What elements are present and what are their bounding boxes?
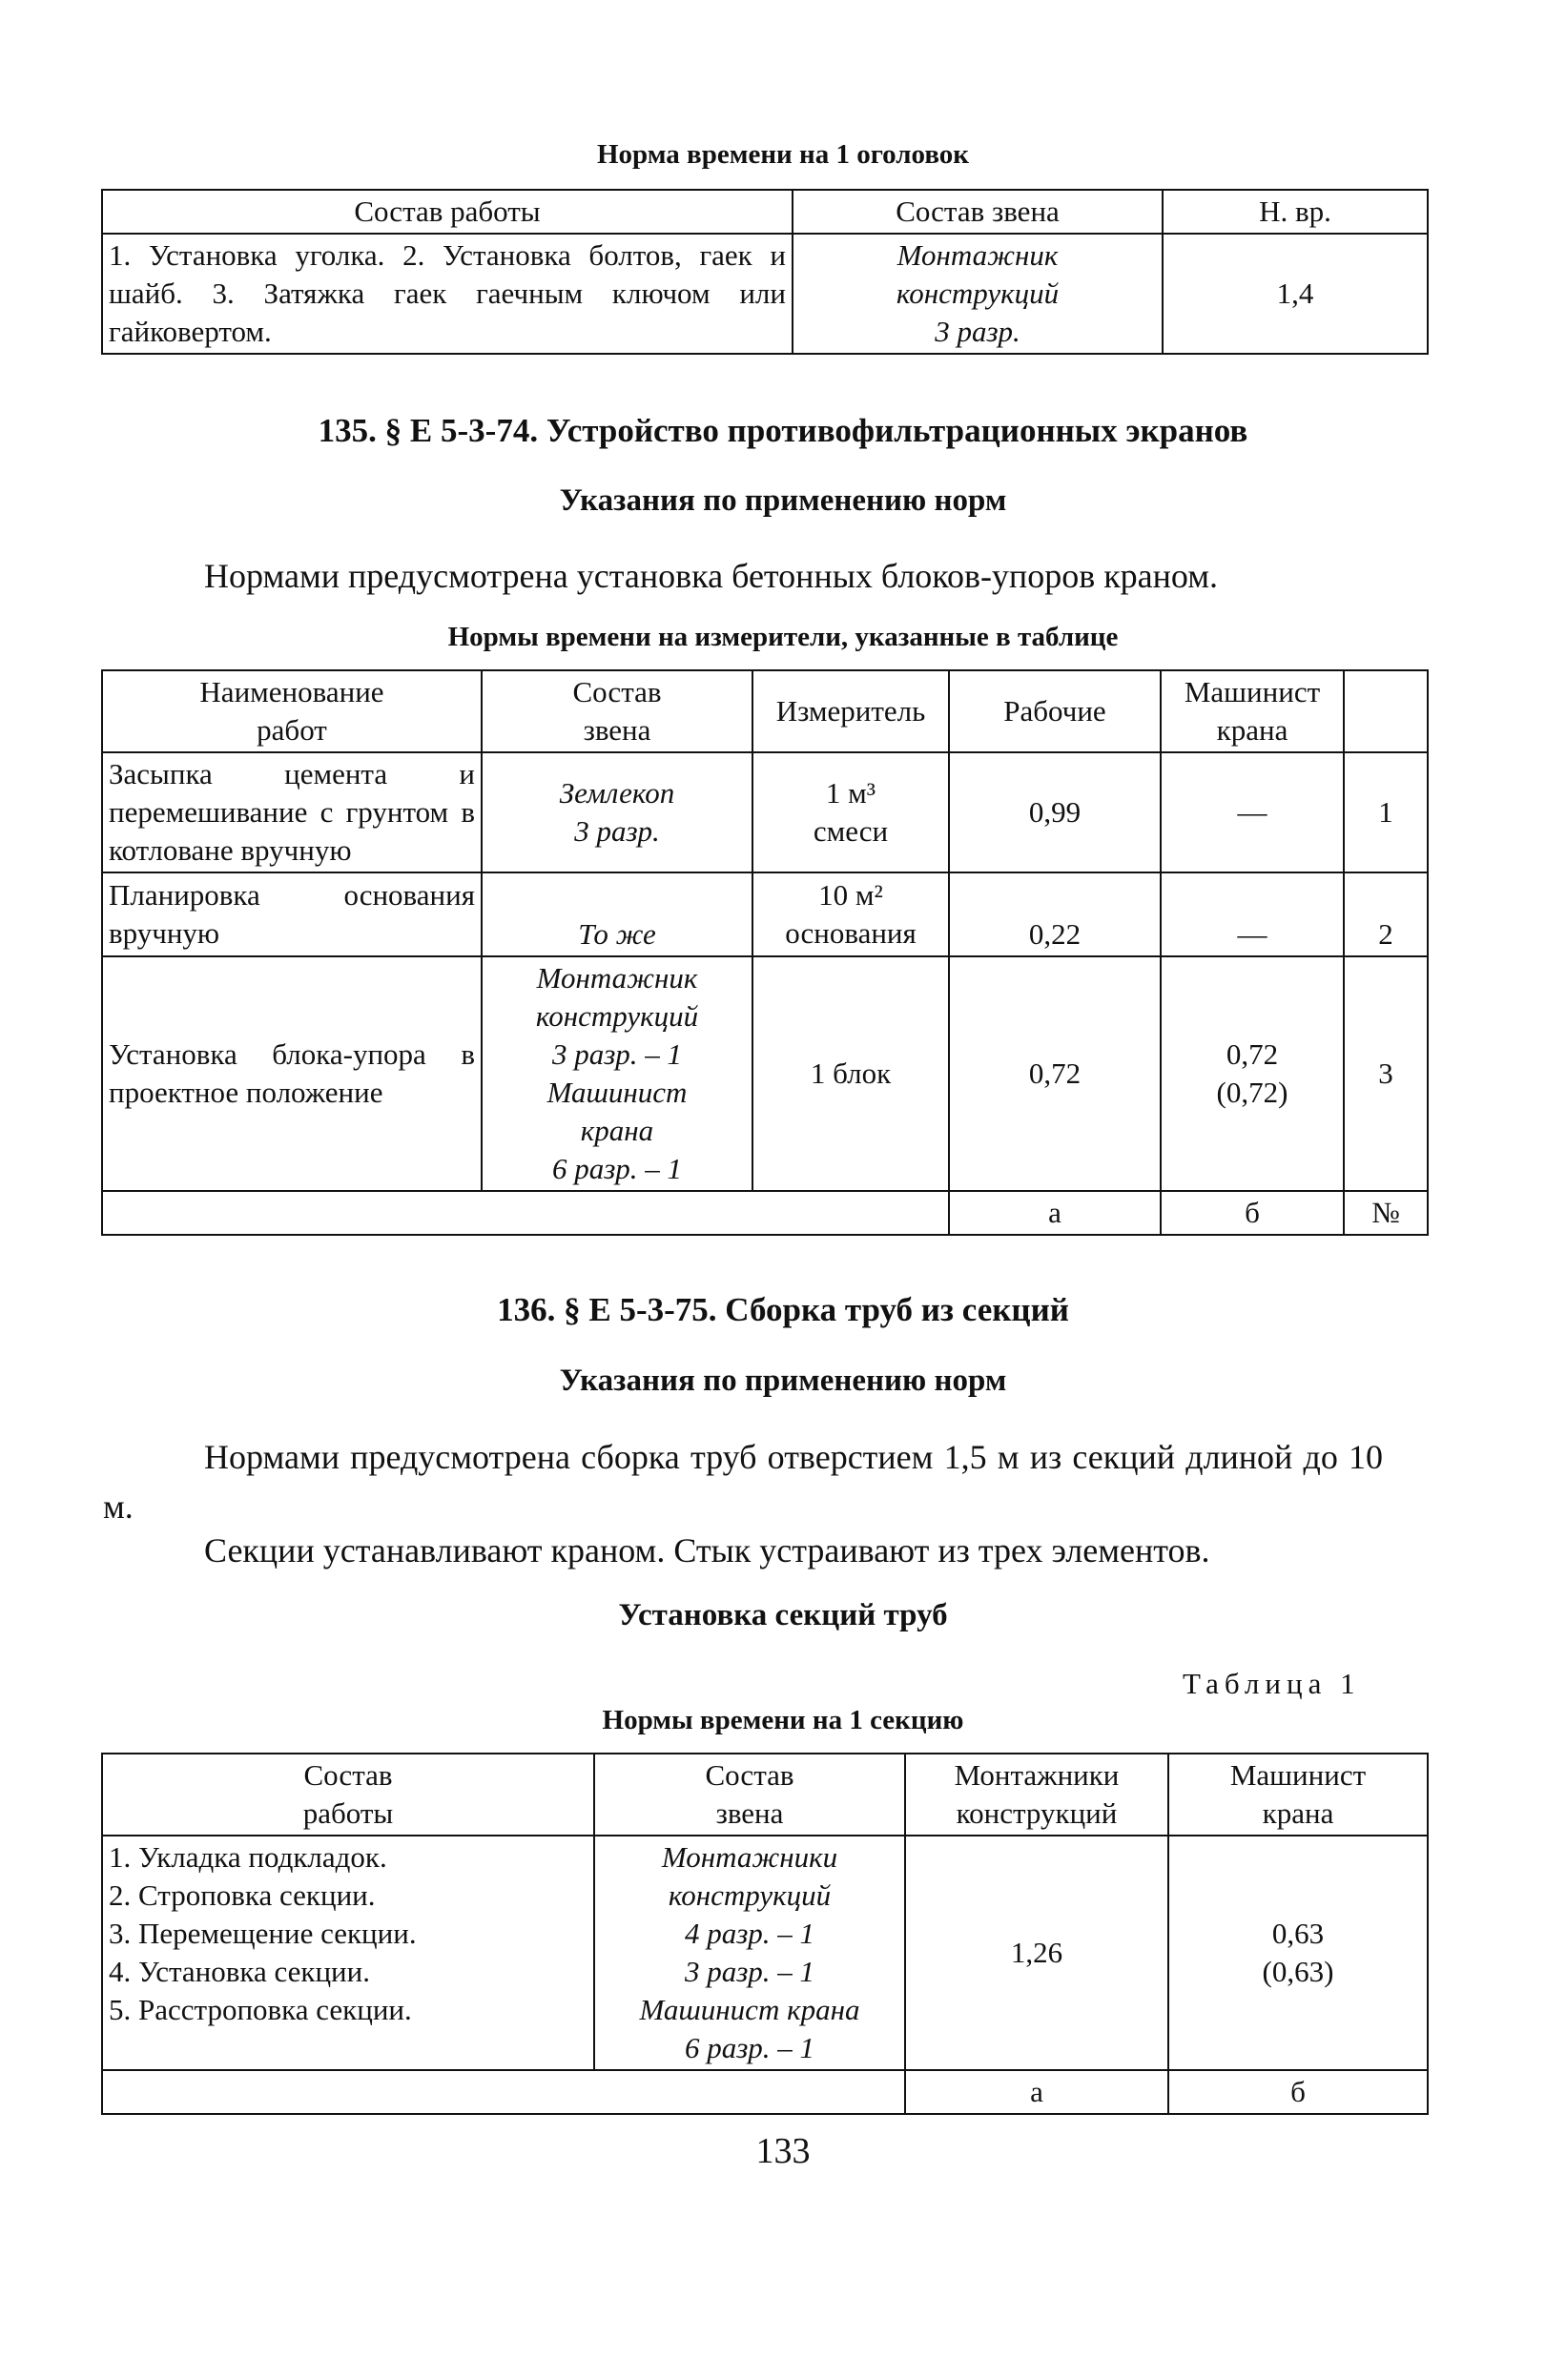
s136-title: 136. § Е 5-3-75. Сборка труб из секций bbox=[497, 1291, 1069, 1328]
t3-crew-line: конструкций bbox=[668, 1878, 832, 1912]
t2-header-operator bbox=[1161, 670, 1344, 752]
t3-operator-line: 0,63 bbox=[1271, 1917, 1325, 1950]
t2-unit-line: основания bbox=[785, 916, 917, 950]
t2-row2-operator: — bbox=[1161, 872, 1344, 956]
t2-row3-work: Установка блока-упора в проектное положение bbox=[102, 956, 482, 1191]
table1 bbox=[101, 189, 1429, 355]
t2-crew-line: 3 разр. – 1 bbox=[551, 1037, 683, 1071]
t2-row2-workers: 0,22 bbox=[949, 872, 1161, 956]
t1-crew-line: Монтажник bbox=[896, 238, 1059, 272]
t2-operator-line: 0,72 bbox=[1226, 1037, 1279, 1071]
t3-header-fitters bbox=[905, 1754, 1168, 1836]
t3-fitters-cell: 1,26 bbox=[905, 1836, 1168, 2070]
s136-text1: Нормами предусмотрена сборка труб отверстием 1,5 м из секций длиной до 10 м. bbox=[103, 1438, 1383, 1526]
page-number: 133 bbox=[755, 2131, 811, 2171]
t3-header-crew-line: Состав bbox=[705, 1758, 794, 1792]
t2-header-workers: Рабочие bbox=[949, 670, 1161, 752]
t3-operator-cell bbox=[1168, 1836, 1428, 2070]
t2-operator-line: (0,72) bbox=[1216, 1076, 1288, 1109]
t2-crew-line: Монтажник bbox=[536, 961, 698, 995]
t3-header-work-line: Состав bbox=[303, 1758, 393, 1792]
t3-crew-line: Монтажники bbox=[661, 1840, 838, 1874]
s135-text: Нормами предусмотрена установка бетонных блоков-упоров краном. bbox=[204, 557, 1219, 595]
t2-row2-unit bbox=[752, 872, 949, 956]
s136-subtitle: Указания по применению норм bbox=[559, 1364, 1007, 1398]
t3-header-fitters-line: конструкций bbox=[956, 1796, 1118, 1830]
t3-crew-cell bbox=[594, 1836, 905, 2070]
t2-crew-line: Машинист bbox=[546, 1076, 688, 1109]
t3-header-operator-line: крана bbox=[1262, 1796, 1334, 1830]
t2-row1-crew bbox=[482, 752, 752, 872]
t2-unit-line: 10 м² bbox=[818, 878, 883, 912]
t2-header-crew-line: Состав bbox=[572, 675, 662, 708]
t2-footer-blank bbox=[102, 1191, 949, 1235]
t2-crew-line: 3 разр. bbox=[574, 814, 660, 848]
t2-row3-crew bbox=[482, 956, 752, 1191]
t2-crew-line: 6 разр. – 1 bbox=[551, 1152, 683, 1185]
t3-work-cell bbox=[102, 1836, 594, 2070]
t2-row1-workers: 0,99 bbox=[949, 752, 1161, 872]
t3-header-work-line: работы bbox=[302, 1796, 394, 1830]
t3-work-item: 2. Строповка секции. bbox=[109, 1878, 376, 1912]
t2-row3-operator bbox=[1161, 956, 1344, 1191]
t2-header-unit: Измеритель bbox=[752, 670, 949, 752]
t3-header-crew-line: звена bbox=[715, 1796, 784, 1830]
t1-header-crew: Состав звена bbox=[793, 190, 1163, 234]
t3-work-item: 1. Укладка подкладок. bbox=[109, 1840, 387, 1874]
t2-unit-line: смеси bbox=[813, 814, 889, 848]
t2-row2-crew: То же bbox=[482, 872, 752, 956]
t1-header-work: Состав работы bbox=[102, 190, 793, 234]
t2-row2-num: 2 bbox=[1344, 872, 1428, 956]
t2-header-work-line: Наименование bbox=[199, 675, 384, 708]
t1-crew-line: 3 разр. bbox=[935, 315, 1020, 348]
t3-header-operator-line: Машинист bbox=[1229, 1758, 1367, 1792]
t2-row1-work: Засыпка цемента и перемешивание с грунтом в котловане вручную bbox=[102, 752, 482, 872]
s135-caption: Нормы времени на измерители, указанные в таблице bbox=[447, 622, 1119, 652]
t2-header-operator-line: Машинист bbox=[1184, 675, 1321, 708]
table3 bbox=[101, 1753, 1429, 2115]
t1-crew-line: конструкций bbox=[896, 277, 1060, 310]
table2 bbox=[101, 669, 1429, 1236]
t2-header-crew bbox=[482, 670, 752, 752]
t3-crew-line: 6 разр. – 1 bbox=[684, 2031, 815, 2064]
t2-row3-num: 3 bbox=[1344, 956, 1428, 1191]
t2-header-crew-line: звена bbox=[583, 713, 651, 747]
t3-header-operator bbox=[1168, 1754, 1428, 1836]
t2-row2-work: Планировка основания вручную bbox=[102, 872, 482, 956]
t2-crew-line: конструкций bbox=[535, 999, 699, 1033]
t3-operator-line: (0,63) bbox=[1262, 1955, 1334, 1988]
t3-crew-line: 3 разр. – 1 bbox=[684, 1955, 815, 1988]
t2-footer-num: № bbox=[1344, 1191, 1428, 1235]
t3-work-item: 4. Установка секции. bbox=[109, 1955, 370, 1988]
t2-row1-operator: — bbox=[1161, 752, 1344, 872]
table1-caption: Норма времени на 1 оголовок bbox=[597, 139, 969, 170]
t2-header-work bbox=[102, 670, 482, 752]
t2-footer-b: б bbox=[1161, 1191, 1344, 1235]
s136-table-label: Таблица 1 bbox=[1183, 1667, 1361, 1700]
t1-work-cell: 1. Установка уголка. 2. Установка болтов, гаек и шайб. 3. Затяжка гаек гаечным ключом или гайковертом. bbox=[102, 234, 793, 354]
t2-header-num bbox=[1344, 670, 1428, 752]
t3-footer-a: а bbox=[905, 2070, 1168, 2114]
t1-norm-cell: 1,4 bbox=[1163, 234, 1428, 354]
s136-caption: Нормы времени на 1 секцию bbox=[602, 1705, 964, 1735]
t3-footer-b: б bbox=[1168, 2070, 1428, 2114]
t3-footer-blank bbox=[102, 2070, 905, 2114]
t2-header-operator-line: крана bbox=[1216, 713, 1288, 747]
t2-header-work-line: работ bbox=[257, 713, 327, 747]
t3-work-item: 5. Расстроповка секции. bbox=[109, 1993, 412, 2026]
t2-row1-unit bbox=[752, 752, 949, 872]
t3-header-work bbox=[102, 1754, 594, 1836]
t2-crew-line: крана bbox=[580, 1114, 654, 1147]
t2-row3-workers: 0,72 bbox=[949, 956, 1161, 1191]
t2-unit-line: 1 м³ bbox=[825, 776, 876, 810]
t2-crew-line: Землекоп bbox=[559, 776, 675, 810]
t3-crew-line: 4 разр. – 1 bbox=[684, 1917, 815, 1950]
t3-crew-line: Машинист крана bbox=[639, 1993, 860, 2026]
t2-row3-unit: 1 блок bbox=[752, 956, 949, 1191]
t3-header-fitters-line: Монтажники bbox=[954, 1758, 1120, 1792]
t2-row1-num: 1 bbox=[1344, 752, 1428, 872]
t1-header-norm: Н. вр. bbox=[1163, 190, 1428, 234]
s136-text2: Секции устанавливают краном. Стык устраивают из трех элементов. bbox=[204, 1531, 1210, 1570]
t2-footer-a: а bbox=[949, 1191, 1161, 1235]
t3-work-item: 3. Перемещение секции. bbox=[109, 1917, 417, 1950]
s136-section-title: Установка секций труб bbox=[618, 1598, 948, 1632]
s135-subtitle: Указания по применению норм bbox=[559, 483, 1007, 518]
t3-header-crew bbox=[594, 1754, 905, 1836]
s135-title: 135. § Е 5-3-74. Устройство противофильтрационных экранов bbox=[318, 412, 1248, 449]
t1-crew-cell bbox=[793, 234, 1163, 354]
